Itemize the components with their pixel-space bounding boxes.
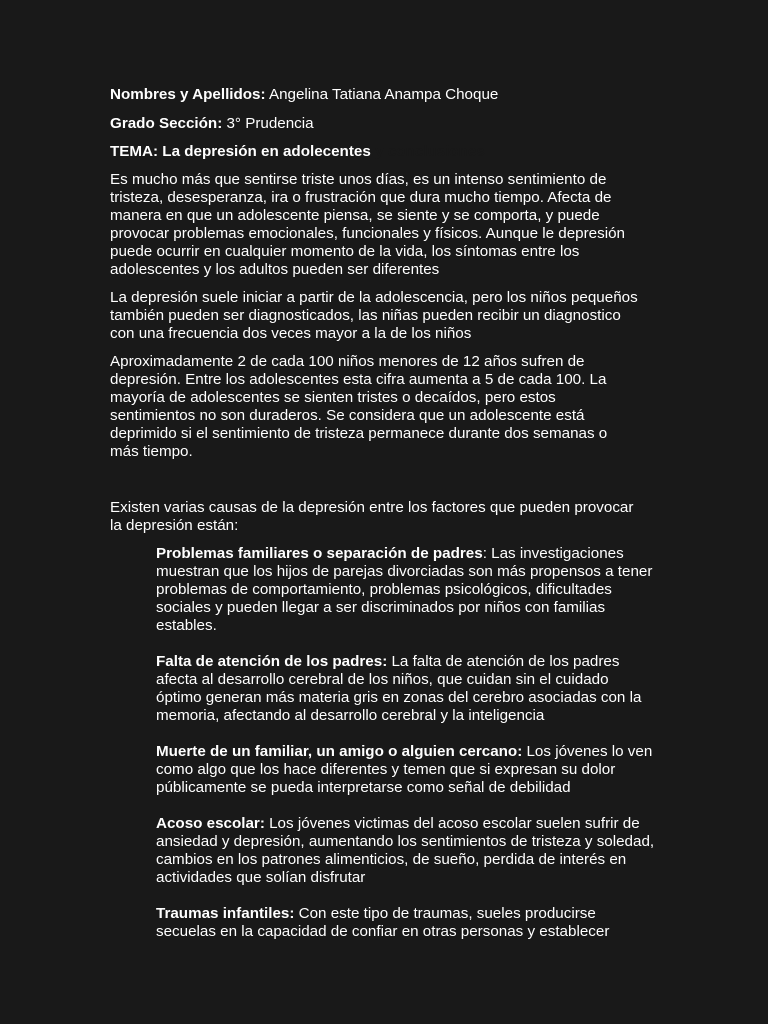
topic-hidden-suffix: y conclusiones [370, 143, 485, 160]
topic-line [110, 143, 640, 161]
grade-section-label: Grado Sección: [110, 115, 223, 132]
cause-title: Acoso escolar: [156, 815, 265, 832]
grade-section-line [110, 115, 640, 133]
document-page [110, 86, 655, 941]
paragraph-onset: La depresión suele iniciar a partir de la adolescencia, pero los niños pequeños también pueden ser diagnosticados, las niñas pueden recibir un diagnostico con una frecuencia dos veces mayor a la de los niños [110, 289, 638, 342]
grade-section-value: 3° Prudencia [222, 115, 314, 132]
cause-text: Los jóvenes victimas del acoso escolar suelen sufrir de ansiedad y depresión, aumentando los sentimientos de tristeza y soledad, cambios en los patrones alimenticios, de sueño, perdida de interés en actividades que solían disfrutar [156, 815, 655, 886]
cause-title: Traumas infantiles: [156, 905, 295, 922]
paragraph-definition: Es mucho más que sentirse triste unos días, es un intenso sentimiento de tristeza, desesperanza, ira o frustración que dura mucho tiempo. Afecta de manera en que un adolescente piensa, se siente y se comporta, y puede provocar problemas emocionales, funcionales y físicos. Aunque le depresión puede ocurrir en cualquier momento de la vida, los síntomas entre los adolescentes y los adultos pueden ser diferentes [110, 171, 625, 278]
cause-text: Con este tipo de traumas, sueles producirse secuelas en la capacidad de confiar en otras personas y establecer [156, 905, 610, 940]
topic-title: TEMA: La depresión en adolecentes [110, 143, 371, 160]
paragraph-statistics: Aproximadamente 2 de cada 100 niños menores de 12 años sufren de depresión. Entre los adolescentes esta cifra aumenta a 5 de cada 100. La mayoría de adolescentes se sienten tristes o decaídos, pero estos sentimientos no son duraderos. Se considera que un adolescente está deprimido si el sentimiento de tristeza permanece durante dos semanas o más tiempo. [110, 353, 608, 460]
cause-title: Problemas familiares o separación de padres [156, 545, 483, 562]
cause-title: Falta de atención de los padres: [156, 653, 388, 670]
student-name-line [110, 86, 640, 104]
cause-text: : Las investigaciones muestran que los hijos de parejas divorciadas son más propensos a tener problemas de comportamiento, problemas psicológicos, dificultades sociales y pueden llegar a ser discriminados por niños con familias estables. [156, 545, 653, 634]
cause-text: La falta de atención de los padres afecta al desarrollo cerebral de los niños, que cuidan sin el cuidado óptimo generan más materia gris en zonas del cerebro asociadas con la memoria, afectando al desarrollo cerebral y la inteligencia [156, 653, 642, 724]
cause-item [156, 743, 656, 797]
paragraph-causes-intro: Existen varias causas de la depresión entre los factores que pueden provocar la depresión están: [110, 499, 634, 534]
cause-item [156, 653, 656, 725]
cause-item [156, 905, 656, 941]
cause-item [156, 545, 656, 635]
cause-title: Muerte de un familiar, un amigo o alguien cercano: [156, 743, 523, 760]
cause-text: Los jóvenes lo ven como algo que los hace diferentes y temen que si expresan su dolor públicamente se pueda interpretarse como señal de debilidad [156, 743, 653, 796]
cause-item [156, 815, 656, 887]
student-name-value: Angelina Tatiana Anampa Choque [265, 86, 499, 103]
student-name-label: Nombres y Apellidos: [110, 86, 266, 103]
